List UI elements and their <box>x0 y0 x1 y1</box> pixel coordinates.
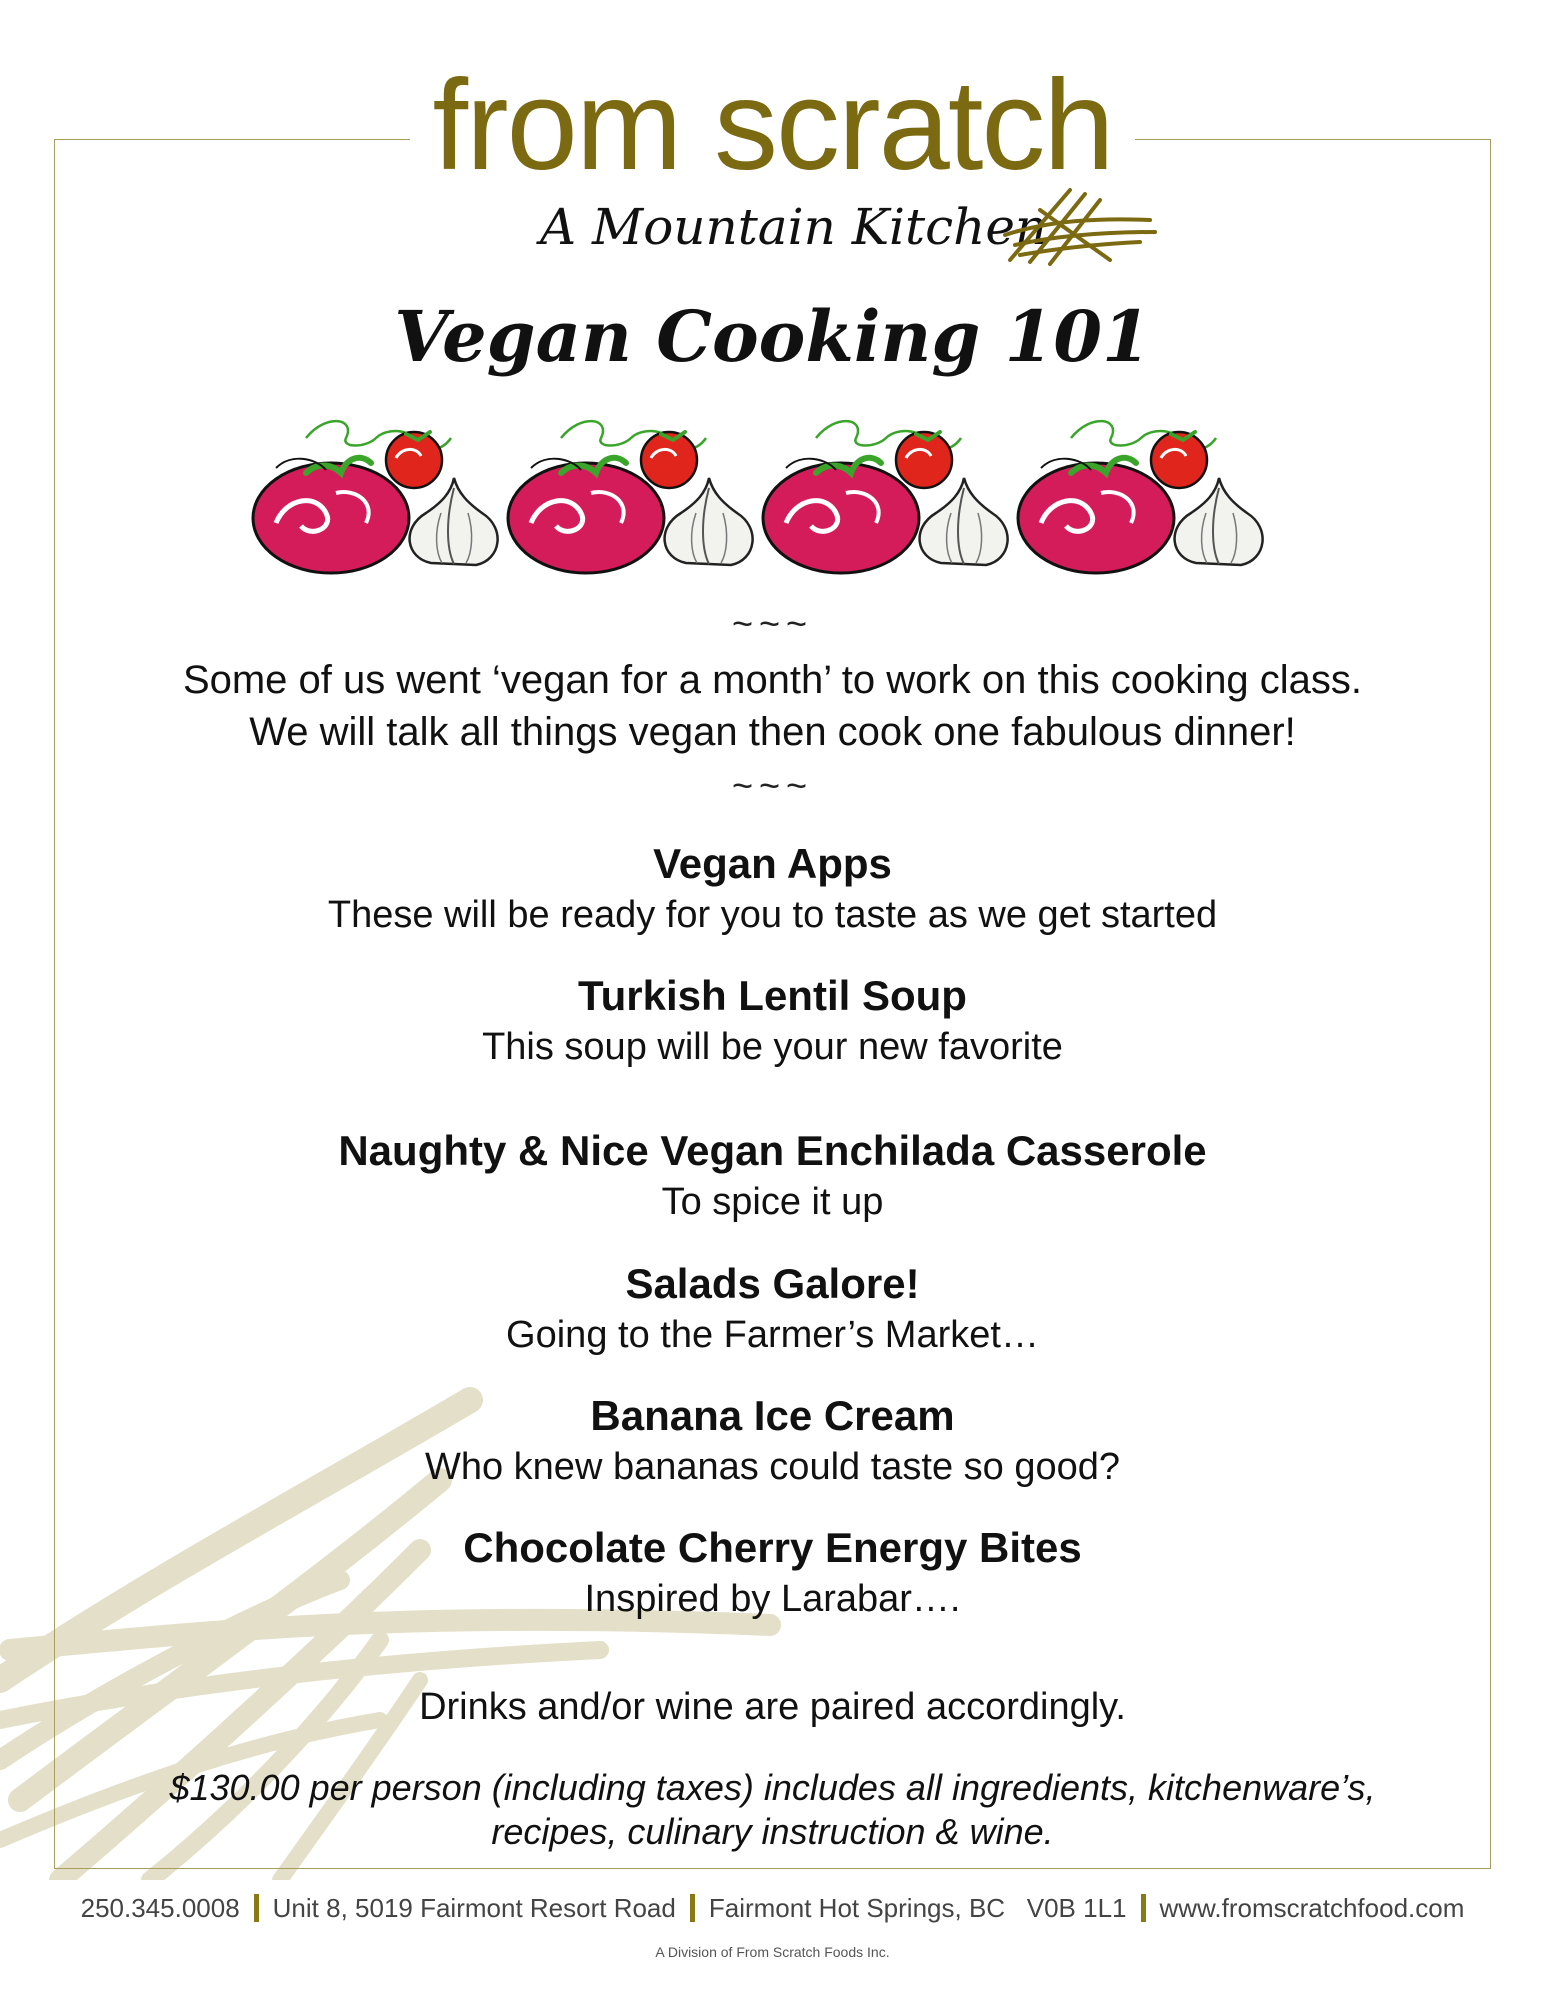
brand-header <box>0 54 1545 197</box>
footer-separator <box>690 1894 695 1922</box>
dish-description: Who knew bananas could taste so good? <box>424 1446 1121 1488</box>
tomato-garlic-illustration <box>246 408 1306 578</box>
footer-address: Unit 8, 5019 Fairmont Resort Road <box>272 1893 676 1923</box>
menu-item <box>54 838 1491 940</box>
footer-website[interactable]: www.fromscratchfood.com <box>1159 1893 1465 1923</box>
footer-phone: 250.345.0008 <box>80 1893 240 1923</box>
footer-division: A Division of From Scratch Foods Inc. <box>655 1944 890 1960</box>
intro-line-2: We will talk all things vegan then cook one fabulous dinner! <box>249 710 1296 754</box>
price-line-1: $130.00 per person (including taxes) includes all ingredients, kitchenware’s, <box>169 1767 1376 1808</box>
footer-city: Fairmont Hot Springs, BC <box>708 1893 1006 1923</box>
brand-name: from scratch <box>410 62 1134 190</box>
tilde-divider: ~~~ <box>731 765 814 806</box>
price-block <box>54 1766 1491 1854</box>
divider-top <box>54 603 1491 644</box>
intro-line-1: Some of us went ‘vegan for a month’ to work on this cooking class. <box>182 658 1363 702</box>
dish-name: Turkish Lentil Soup <box>578 972 967 1019</box>
menu-item <box>54 970 1491 1072</box>
menu-item <box>54 1258 1491 1360</box>
intro-block <box>54 654 1491 758</box>
menu-item <box>54 1125 1491 1227</box>
dish-name: Salads Galore! <box>625 1260 920 1307</box>
drinks-note <box>54 1686 1491 1729</box>
dish-name: Banana Ice Cream <box>590 1392 955 1439</box>
dish-name: Vegan Apps <box>653 840 892 887</box>
scribble-logo-icon <box>1000 180 1160 270</box>
dish-description: To spice it up <box>661 1181 884 1223</box>
dish-description: Going to the Farmer’s Market… <box>506 1314 1039 1356</box>
price-line-2: recipes, culinary instruction & wine. <box>491 1811 1054 1852</box>
menu-item <box>54 1522 1491 1624</box>
divider-bottom <box>54 765 1491 806</box>
dish-description: This soup will be your new favorite <box>482 1026 1063 1068</box>
footer-postal: V0B 1L1 <box>1026 1893 1127 1923</box>
drinks-text: Drinks and/or wine are paired accordingly. <box>419 1686 1126 1728</box>
dish-description: These will be ready for you to taste as we get started <box>327 894 1218 936</box>
footer-separator <box>1141 1894 1146 1922</box>
footer-separator <box>254 1894 259 1922</box>
dish-name: Naughty & Nice Vegan Enchilada Casserole <box>338 1127 1207 1174</box>
brand-tagline: A Mountain Kitchen <box>540 198 1048 256</box>
dish-name: Chocolate Cherry Energy Bites <box>463 1524 1082 1571</box>
dish-description: Inspired by Larabar…. <box>584 1578 961 1620</box>
class-title: Vegan Cooking 101 <box>394 295 1151 378</box>
menu-item <box>54 1390 1491 1492</box>
footer-contact <box>0 1893 1545 1924</box>
tilde-divider: ~~~ <box>731 603 814 644</box>
